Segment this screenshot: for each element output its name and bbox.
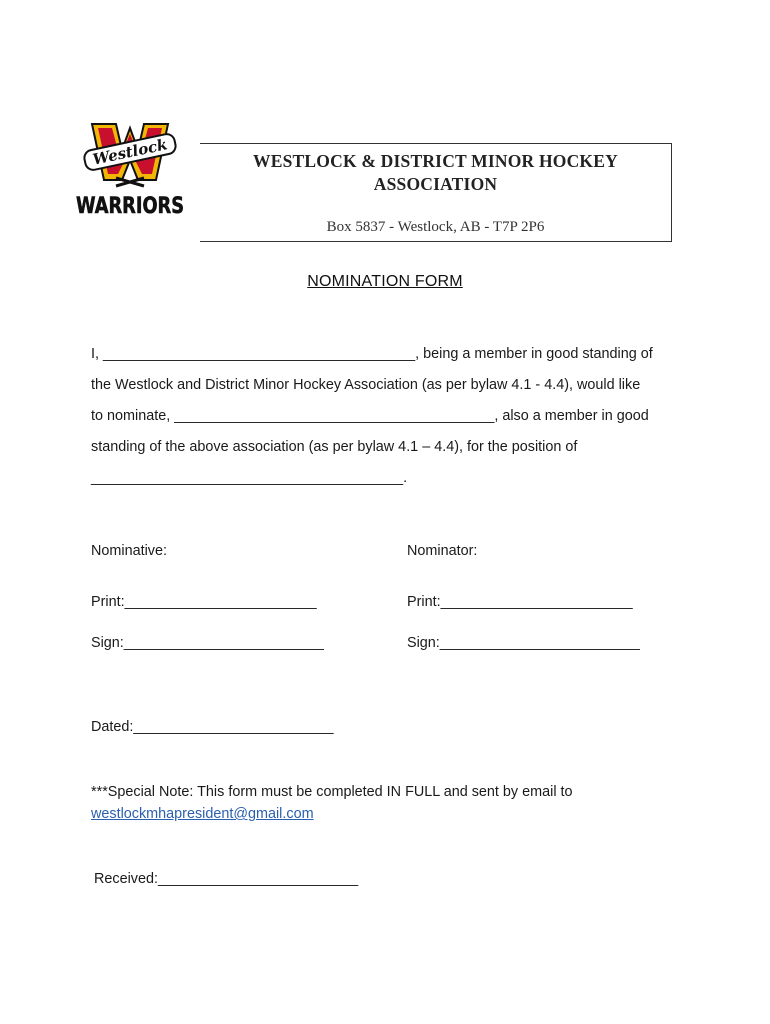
nominative-heading: Nominative:	[91, 543, 167, 559]
nominative-print-field[interactable]: Print:________________________	[91, 594, 317, 610]
org-name-line1: WESTLOCK & DISTRICT MINOR HOCKEY	[253, 151, 618, 171]
special-note: ***Special Note: This form must be completed IN FULL and sent by email to	[91, 784, 573, 800]
position-blank[interactable]: _______________________________________.	[91, 470, 408, 486]
paragraph-line-3[interactable]: to nominate, ________________________________________, also a member in good	[91, 408, 649, 424]
received-field[interactable]: Received:_________________________	[94, 871, 359, 887]
nominator-sign-field[interactable]: Sign:_________________________	[407, 635, 640, 651]
org-name-line2: ASSOCIATION	[373, 174, 498, 194]
westlock-warriors-logo-icon	[72, 120, 188, 220]
paragraph-line-2: the Westlock and District Minor Hockey Association (as per bylaw 4.1 - 4.4), would like	[91, 377, 641, 393]
logo-script-text: Westlock	[91, 135, 169, 169]
organization-name	[200, 150, 671, 196]
nominative-sign-field[interactable]: Sign:_________________________	[91, 635, 324, 651]
paragraph-line-1[interactable]: I, _______________________________________, being a member in good standing of	[87, 346, 653, 362]
logo-team-text: WARRIORS	[76, 194, 184, 219]
nominator-print-field[interactable]: Print:________________________	[407, 594, 633, 610]
dated-field[interactable]: Dated:_________________________	[91, 719, 334, 735]
nominator-heading: Nominator:	[407, 543, 478, 559]
email-link[interactable]: westlockmhapresident@gmail.com	[91, 806, 314, 822]
paragraph-line-4: standing of the above association (as per bylaw 4.1 – 4.4), for the position of	[91, 439, 578, 455]
organization-address: Box 5837 - Westlock, AB - T7P 2P6	[326, 219, 545, 235]
form-title: NOMINATION FORM	[307, 273, 463, 290]
header-box	[200, 143, 672, 242]
